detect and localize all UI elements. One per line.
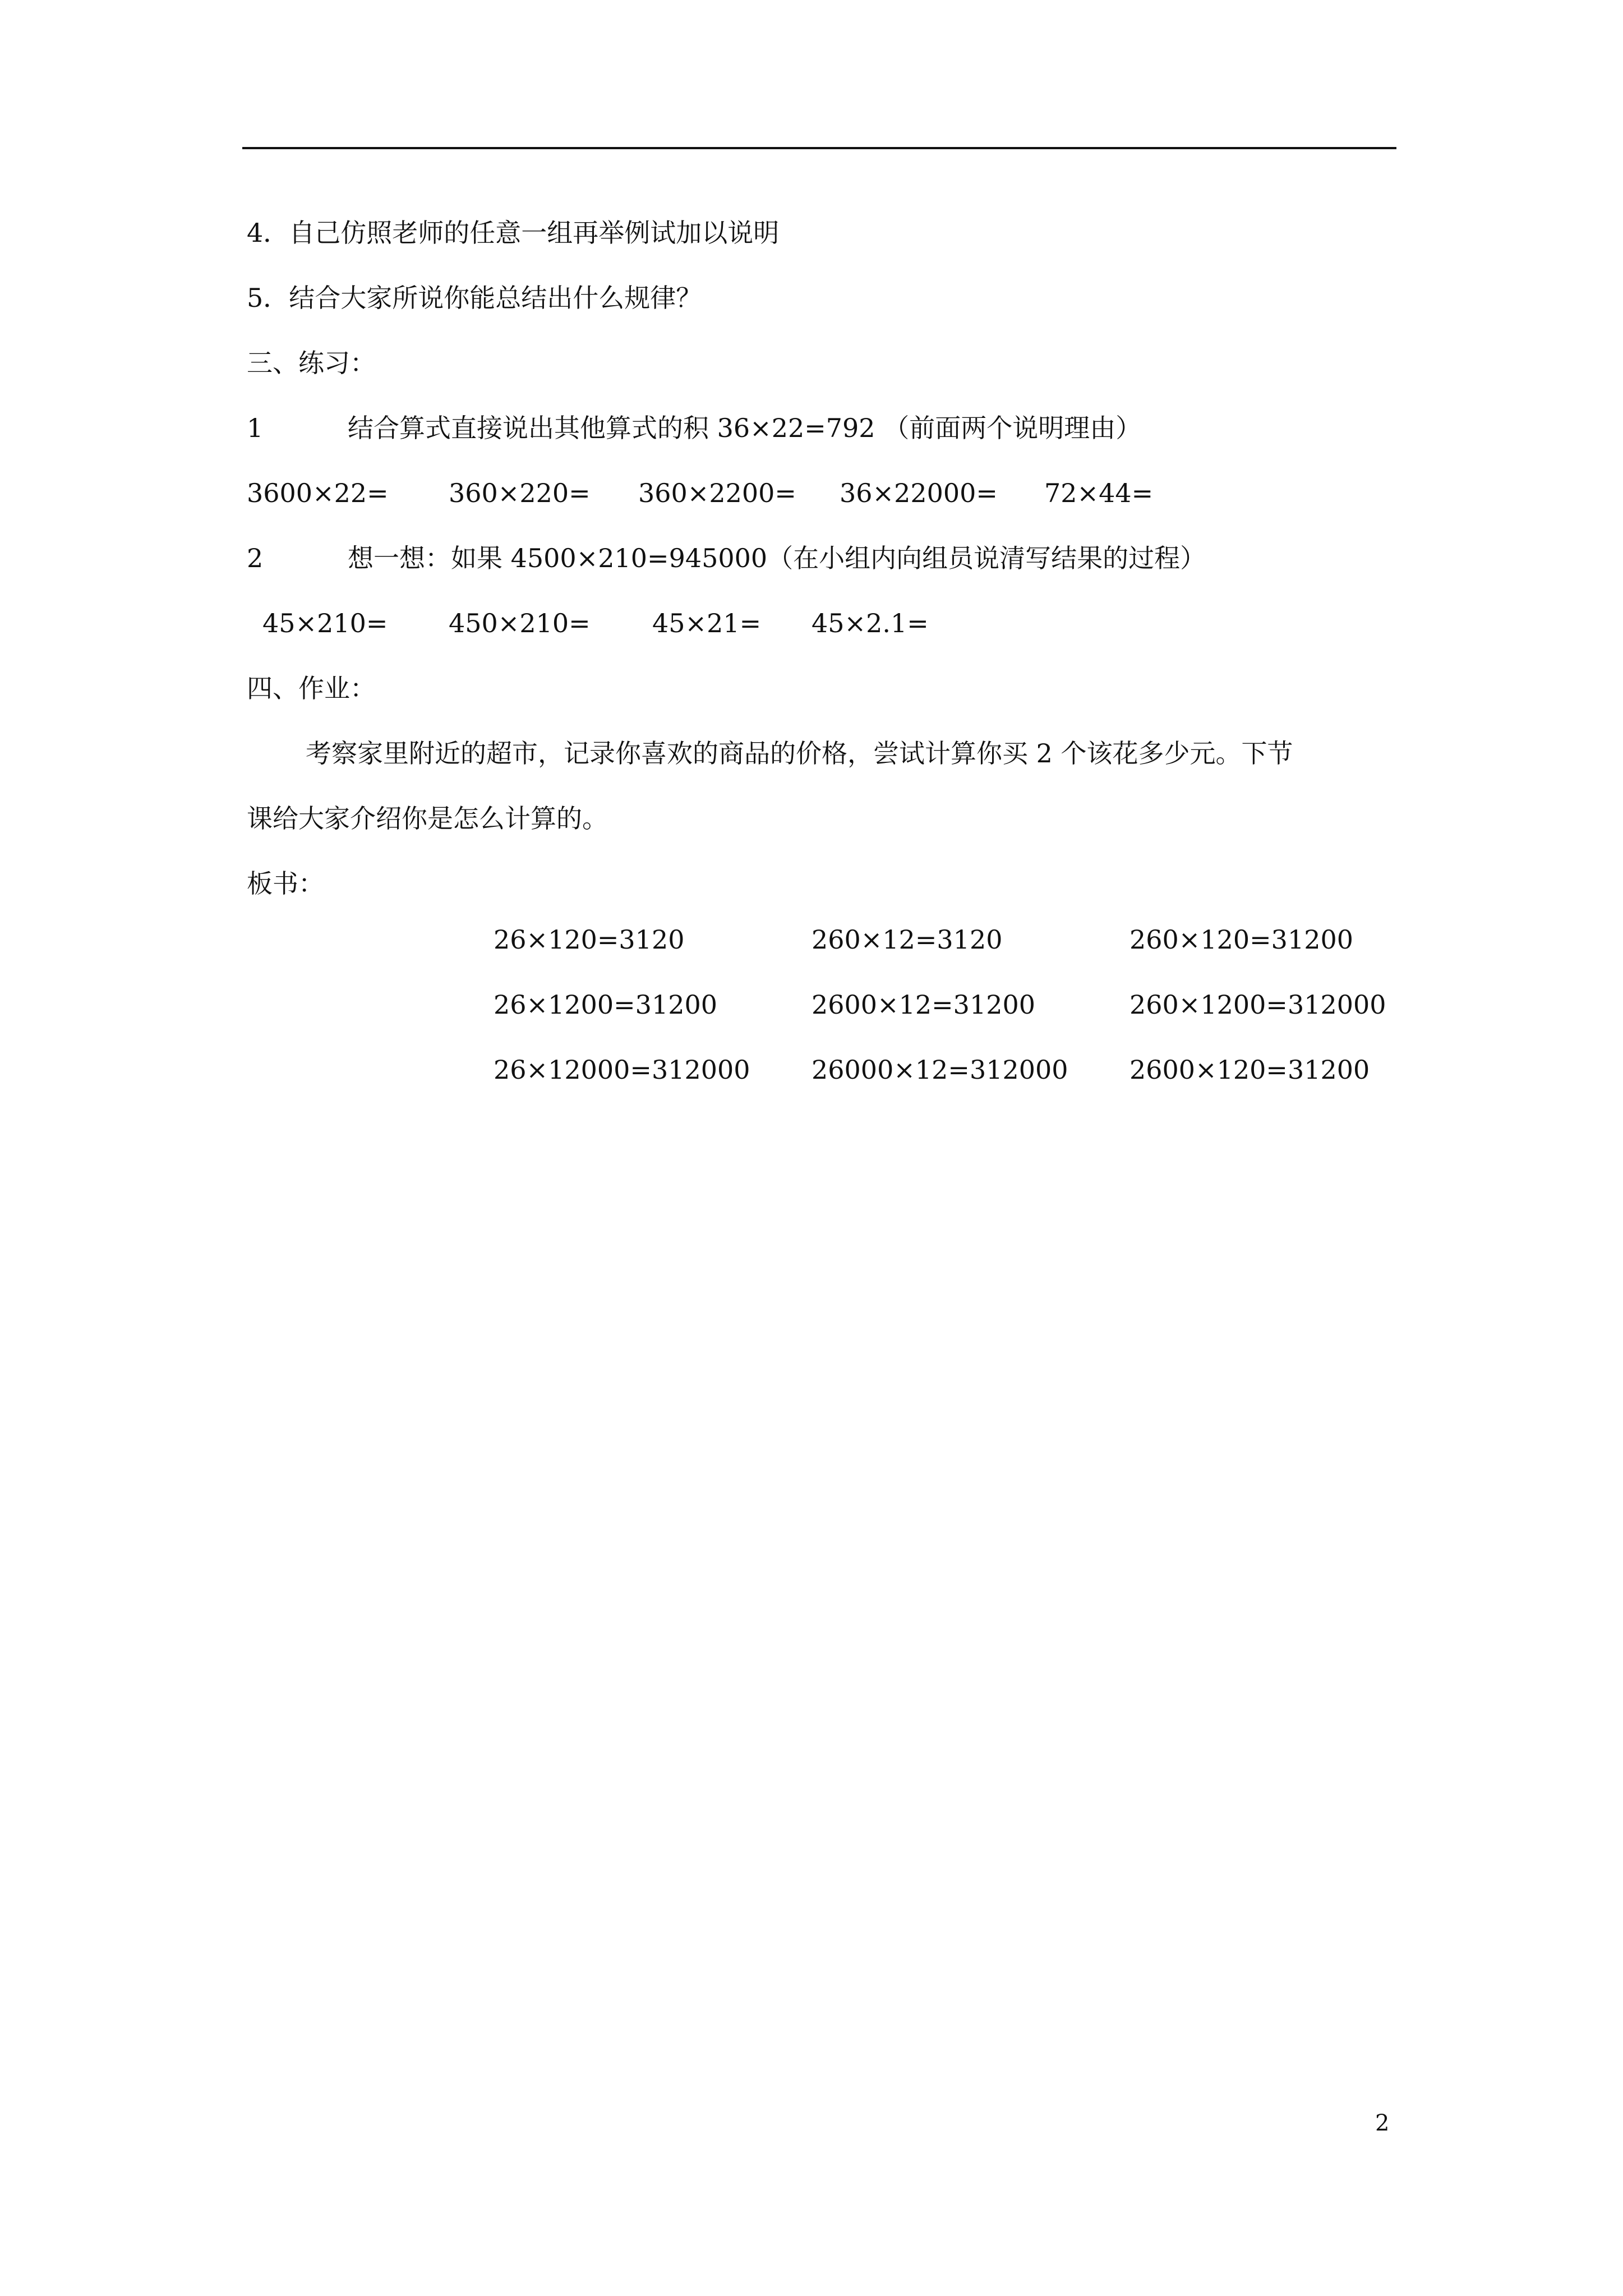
homework-line-2: 课给大家介绍你是怎么计算的。	[247, 803, 608, 834]
practice-q2-item: 450×210=	[449, 608, 591, 638]
practice-q1-text: 结合算式直接说出其他算式的积 36×22=792 （前面两个说明理由）	[348, 413, 1142, 443]
board-equation: 26×120=3120	[494, 924, 685, 955]
board-equation: 26000×12=312000	[811, 1055, 1068, 1085]
practice-q1-item: 360×220=	[449, 478, 591, 508]
page-number: 2	[1375, 2110, 1390, 2136]
homework-heading: 四、作业：	[247, 673, 376, 703]
practice-q2-item: 45×21=	[652, 608, 762, 638]
practice-q2-text: 想一想：如果 4500×210=945000（在小组内向组员说清写结果的过程）	[348, 543, 1206, 573]
practice-q1-item: 72×44=	[1044, 478, 1154, 508]
board-equation: 260×12=3120	[811, 924, 1003, 955]
practice-q2-item: 45×210=	[262, 608, 388, 638]
practice-q1-number: 1	[247, 413, 264, 443]
board-equation: 260×120=31200	[1129, 924, 1354, 955]
step-5-text: 5．结合大家所说你能总结出什么规律？	[247, 283, 702, 313]
board-equation: 26×12000=312000	[494, 1055, 750, 1085]
practice-q1-item: 3600×22=	[247, 478, 389, 508]
board-equation: 2600×12=31200	[811, 990, 1036, 1020]
board-equation: 2600×120=31200	[1129, 1055, 1370, 1085]
practice-q1-item: 360×2200=	[638, 478, 796, 508]
board-label: 板书：	[247, 868, 324, 899]
practice-q2-number: 2	[247, 543, 264, 573]
practice-heading: 三、练习：	[247, 348, 376, 378]
board-equation: 26×1200=31200	[494, 990, 718, 1020]
practice-q1-item: 36×22000=	[840, 478, 998, 508]
practice-q2-item: 45×2.1=	[811, 608, 929, 638]
header-rule	[242, 147, 1396, 149]
homework-line-1: 考察家里附近的超市，记录你喜欢的商品的价格，尝试计算你买 2 个该花多少元。下节	[306, 738, 1293, 769]
step-4-text: 4．自己仿照老师的任意一组再举例试加以说明	[247, 218, 780, 248]
board-equation: 260×1200=312000	[1129, 990, 1386, 1020]
